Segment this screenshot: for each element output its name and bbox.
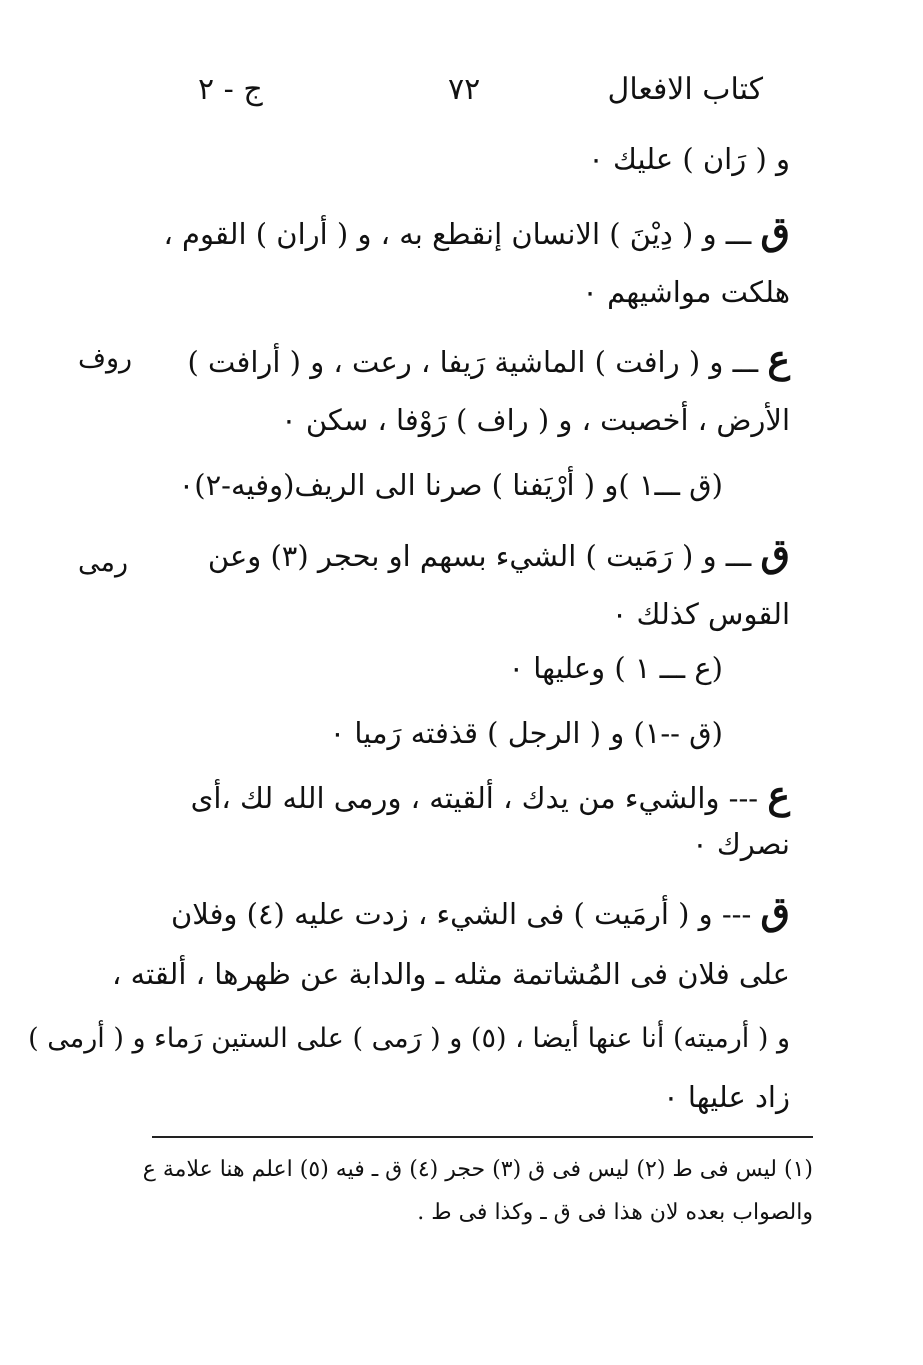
footnote-line: والصواب بعده لان هذا فى ق ـ وكذا فى ط . [417, 1200, 813, 1225]
line-text: زاد عليها ٠ [663, 1080, 790, 1114]
line-text: ـــ و ( رافت ) الماشية رَيفا ، رعت ، و ( أرافت ) [187, 345, 759, 379]
margin-root-word: روف [78, 343, 133, 374]
line-text: ـــ و ( رَمَيت ) الشيء بسهم او بحجر (٣) وعن [207, 539, 752, 573]
entry-line [208, 530, 790, 575]
line-text: القوس كذلك ٠ [611, 597, 790, 631]
text-line [508, 651, 723, 685]
line-text: نصرك ٠ [692, 827, 790, 861]
footnote-line: (١) ليس فى ط (٢) ليس فى ق (٣) حجر (٤) ق ـ فيه (٥) اعلم هنا علامة ع [142, 1157, 813, 1182]
text-line [612, 597, 790, 631]
entry-label: ع [767, 336, 790, 381]
text-line [588, 142, 790, 176]
text-line [112, 957, 790, 991]
footnote-divider [152, 1136, 813, 1138]
line-text: على فلان فى المُشاتمة مثله ـ والدابة عن ظهرها ، ألقته ، [112, 957, 790, 991]
entry-label: ق [760, 208, 790, 253]
line-text: --- و ( أرمَيت ) فى الشيء ، زدت عليه (٤) وفلان [170, 897, 752, 931]
text-line [330, 716, 723, 750]
margin-root-word: رمى [78, 547, 129, 578]
line-text: ـــ و ( دِيْنَ ) الانسان إنقطع به ، و ( أران ) القوم ، [163, 217, 752, 251]
volume-label: ج - ٢ [198, 72, 263, 107]
text-line [692, 827, 790, 861]
line-text: و ( أرميته) أنا عنها أيضا ، (٥) و ( رَمى ) على الستين رَماء و ( أرمى ) [28, 1023, 790, 1054]
line-text: الأرض ، أخصبت ، و ( راف ) رَوْفا ، سكن ٠ [281, 403, 790, 437]
entry-label: ع [767, 772, 790, 817]
text-line [28, 1023, 790, 1054]
text-line [582, 275, 790, 309]
line-text: (ق --١) و ( الرجل ) قذفته رَميا ٠ [329, 716, 723, 750]
entry-line [171, 888, 790, 933]
entry-line [191, 772, 790, 817]
line-text: (ق ـــ١ )و ( أرْيَفنا ) صرنا الى الريف(وفيه-٢)٠ [178, 468, 723, 502]
entry-line [187, 336, 790, 381]
text-line [179, 468, 723, 502]
entry-line [163, 208, 790, 253]
line-text: --- والشيء من يدك ، ألقيته ، ورمى الله لك ،أى [190, 781, 759, 815]
line-text: (ع ـــ ١ ) وعليها ٠ [508, 651, 723, 685]
book-title: كتاب الافعال [607, 72, 763, 107]
text-line [281, 403, 790, 437]
text-line [663, 1080, 790, 1114]
page-number: ٧٢ [448, 72, 481, 107]
entry-label: ق [760, 530, 790, 575]
entry-label: ق [760, 888, 790, 933]
line-text: و ( رَان ) عليك ٠ [588, 142, 790, 176]
line-text: هلكت مواشيهم ٠ [582, 275, 790, 309]
